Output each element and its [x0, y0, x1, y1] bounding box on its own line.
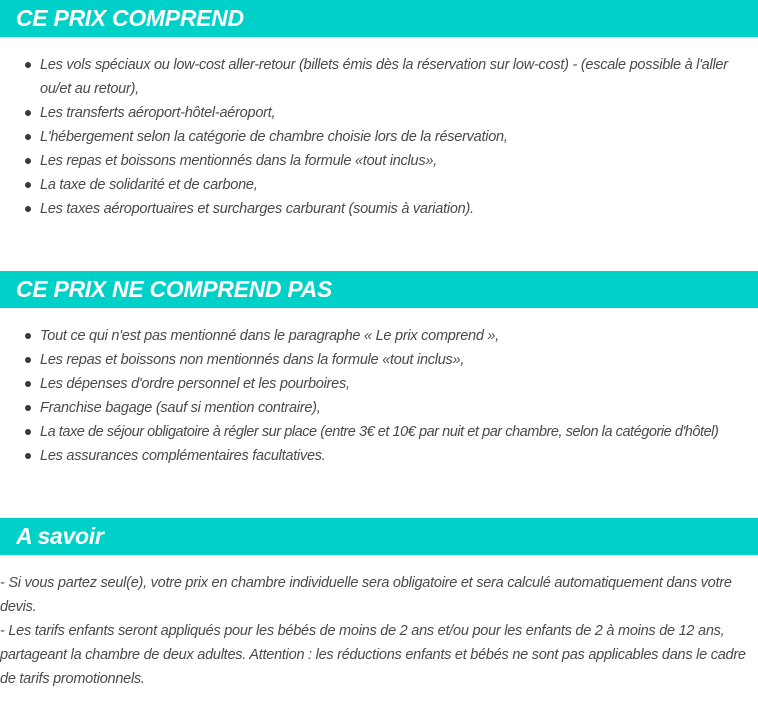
- list-item: La taxe de séjour obligatoire à régler sur place (entre 3€ et 10€ par nuit et par chambre, selon la catégorie d'hôtel): [0, 420, 758, 444]
- bullet-icon: [25, 333, 31, 339]
- list-item: Tout ce qui n'est pas mentionné dans le paragraphe « Le prix comprend »,: [0, 324, 758, 348]
- bullet-icon: [25, 357, 31, 363]
- bullet-icon: [25, 134, 31, 140]
- list-item: L'hébergement selon la catégorie de chambre choisie lors de la réservation,: [0, 125, 758, 149]
- bullet-icon: [25, 158, 31, 164]
- list-item: Franchise bagage (sauf si mention contraire),: [0, 396, 758, 420]
- info-paragraph: - Si vous partez seul(e), votre prix en chambre individuelle sera obligatoire et sera calculé automatiquement dans votre devis.: [0, 575, 732, 615]
- bullet-icon: [25, 429, 31, 435]
- bullet-icon: [25, 405, 31, 411]
- bullet-icon: [25, 453, 31, 459]
- list-item: Les vols spéciaux ou low-cost aller-retour (billets émis dès la réservation sur low-cost) - (escale possible à l'aller ou/et au retour),: [0, 53, 758, 101]
- list-item: Les repas et boissons non mentionnés dans la formule «tout inclus»,: [0, 348, 758, 372]
- section-header-included: CE PRIX COMPREND: [0, 0, 758, 37]
- list-item: Les transferts aéroport-hôtel-aéroport,: [0, 101, 758, 125]
- not-included-list: [0, 324, 758, 468]
- bullet-icon: [25, 110, 31, 116]
- section-header-good-to-know: A savoir: [0, 518, 758, 555]
- list-item: Les dépenses d'ordre personnel et les pourboires,: [0, 372, 758, 396]
- bullet-icon: [25, 182, 31, 188]
- list-item: Les assurances complémentaires facultatives.: [0, 444, 758, 468]
- list-item: La taxe de solidarité et de carbone,: [0, 173, 758, 197]
- good-to-know-text: [0, 571, 758, 691]
- list-item: Les repas et boissons mentionnés dans la formule «tout inclus»,: [0, 149, 758, 173]
- section-header-not-included: CE PRIX NE COMPREND PAS: [0, 271, 758, 308]
- bullet-icon: [25, 381, 31, 387]
- list-item: Les taxes aéroportuaires et surcharges carburant (soumis à variation).: [0, 197, 758, 221]
- info-paragraph: - Les tarifs enfants seront appliqués pour les bébés de moins de 2 ans et/ou pour les enfants de 2 à moins de 12 ans, partageant la chambre de deux adultes. Attention : les réductions enfants et bébés ne sont pas applicables dans le cadre de tarifs promotionnels.: [0, 623, 746, 687]
- included-list: [0, 53, 758, 221]
- bullet-icon: [25, 62, 31, 68]
- bullet-icon: [25, 206, 31, 212]
